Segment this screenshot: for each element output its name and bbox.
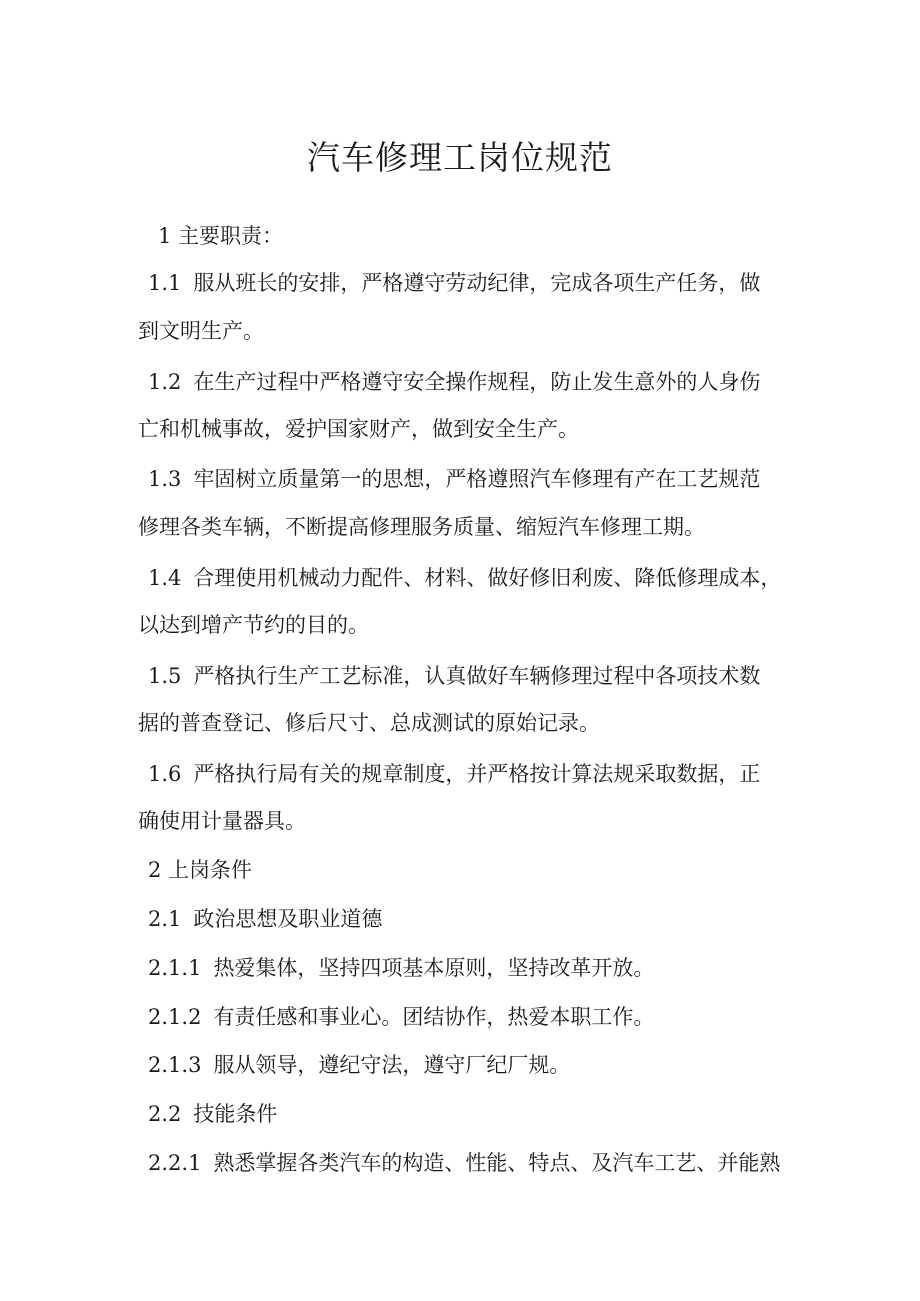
clause-1-2-line2: 亡和机械事故，爱护国家财产，做到安全生产。 xyxy=(138,417,579,441)
clause-2-1-2 xyxy=(148,1002,654,1032)
clause-text: 牢固树立质量第一的思想，严格遵照汽车修理有产在工艺规范 xyxy=(193,467,761,491)
clause-text: 在生产过程中严格遵守安全操作规程，防止发生意外的人身伤 xyxy=(193,370,761,394)
clause-1-6-line2: 确使用计量器具。 xyxy=(138,809,306,833)
clause-number: 1.6 xyxy=(148,762,182,786)
clause-number: 1.5 xyxy=(148,664,182,688)
clause-1-5-line2: 据的普查登记、修后尺寸、总成测试的原始记录。 xyxy=(138,711,600,735)
clause-number: 1.3 xyxy=(148,467,182,491)
clause-text: 合理使用机械动力配件、材料、做好修旧利废、降低修理成本， xyxy=(193,566,782,590)
clause-2-1-1 xyxy=(148,953,654,983)
clause-2-2 xyxy=(148,1099,277,1129)
clause-2-1 xyxy=(148,904,382,934)
section-number: 1 xyxy=(158,224,172,248)
clause-text: 热爱集体，坚持四项基本原则，坚持改革开放。 xyxy=(213,956,655,980)
clause-text: 技能条件 xyxy=(193,1102,278,1126)
clause-number: 2.2 xyxy=(148,1102,182,1126)
document-title: 汽车修理工岗位规范 xyxy=(307,138,613,177)
clause-text: 严格执行局有关的规章制度，并严格按计算法规采取数据，正 xyxy=(193,762,761,786)
section-heading-text: 主要职责： xyxy=(178,224,284,248)
section-number: 2 xyxy=(148,858,162,882)
clause-number: 1.2 xyxy=(148,370,182,394)
clause-1-6-line1 xyxy=(148,759,760,789)
clause-1-1-line2: 到文明生产。 xyxy=(138,319,264,343)
clause-text: 服从班长的安排，严格遵守劳动纪律，完成各项生产任务，做 xyxy=(193,271,761,295)
clause-1-1-line1 xyxy=(148,268,760,298)
clause-number: 2.2.1 xyxy=(148,1151,202,1175)
clause-1-4-line2: 以达到增产节约的目的。 xyxy=(138,613,369,637)
clause-2-2-1 xyxy=(148,1148,780,1178)
clause-number: 2.1.1 xyxy=(148,956,202,980)
section-1-heading xyxy=(158,221,283,251)
section-2-heading xyxy=(148,855,252,885)
clause-number: 2.1 xyxy=(148,907,182,931)
clause-number: 2.1.2 xyxy=(148,1005,202,1029)
clause-text: 有责任感和事业心。团结协作，热爱本职工作。 xyxy=(213,1005,655,1029)
clause-text: 服从领导，遵纪守法，遵守厂纪厂规。 xyxy=(213,1053,571,1077)
clause-1-5-line1 xyxy=(148,661,760,691)
clause-1-3-line1 xyxy=(148,464,760,494)
clause-number: 2.1.3 xyxy=(148,1053,202,1077)
clause-number: 1.1 xyxy=(148,271,182,295)
clause-2-1-3 xyxy=(148,1050,570,1080)
clause-1-2-line1 xyxy=(148,367,760,397)
clause-text: 严格执行生产工艺标准，认真做好车辆修理过程中各项技术数 xyxy=(193,664,761,688)
clause-number: 1.4 xyxy=(148,566,182,590)
clause-1-3-line2: 修理各类车辆，不断提高修理服务质量、缩短汽车修理工期。 xyxy=(138,515,705,539)
clause-text: 政治思想及职业道德 xyxy=(193,907,383,931)
clause-1-4-line1 xyxy=(148,563,781,593)
section-heading-text: 上岗条件 xyxy=(168,858,253,882)
clause-text: 熟悉掌握各类汽车的构造、性能、特点、及汽车工艺、并能熟 xyxy=(213,1151,781,1175)
